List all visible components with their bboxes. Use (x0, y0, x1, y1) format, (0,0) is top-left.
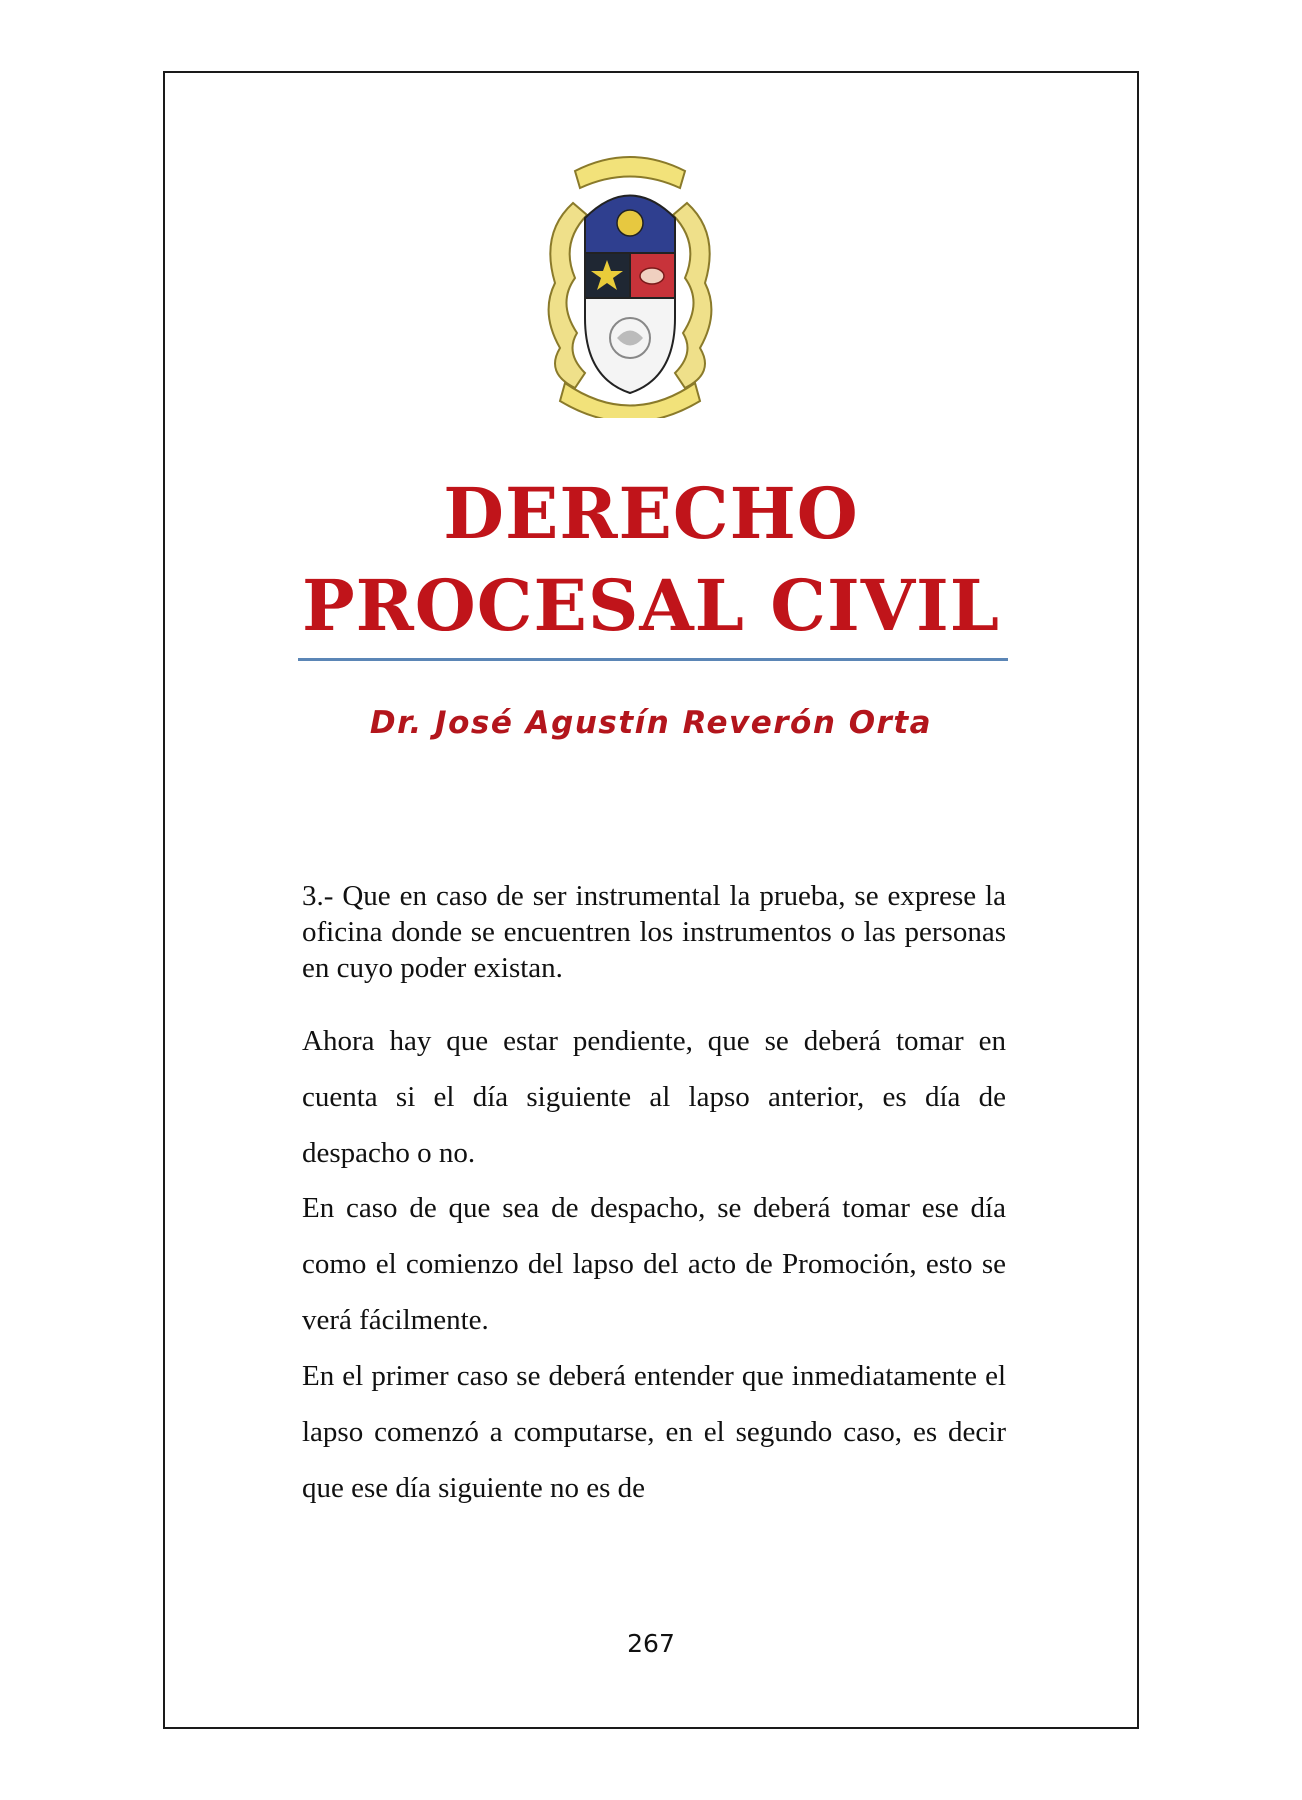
title-line-2: PROCESAL CIVIL (301, 564, 1001, 647)
paragraph: En caso de que sea de despacho, se deberá tomar ese día como el comienzo del lapso del acto de Promoción, esto se verá fácilmente. (302, 1192, 1006, 1336)
page-frame (163, 71, 1139, 1729)
university-crest-emblem (535, 143, 725, 418)
title-divider (298, 658, 1008, 661)
paragraph: Ahora hay que estar pendiente, que se deberá tomar en cuenta si el día siguiente al lapso anterior, es día de despacho o no. (302, 1025, 1006, 1169)
paragraph: En el primer caso se deberá entender que inmediatamente el lapso comenzó a computarse, en el segundo caso, es decir que ese día siguiente no es de (302, 1360, 1006, 1504)
page-number: 267 (627, 1629, 675, 1658)
paragraph-item-3: 3.- Que en caso de ser instrumental la prueba, se exprese la oficina donde se encuentren los instrumentos o las personas en cuyo poder existan. (302, 880, 1006, 984)
author-name: Dr. José Agustín Reverón Orta (369, 705, 933, 741)
book-title (165, 468, 1137, 652)
title-line-1: DERECHO (443, 472, 859, 555)
